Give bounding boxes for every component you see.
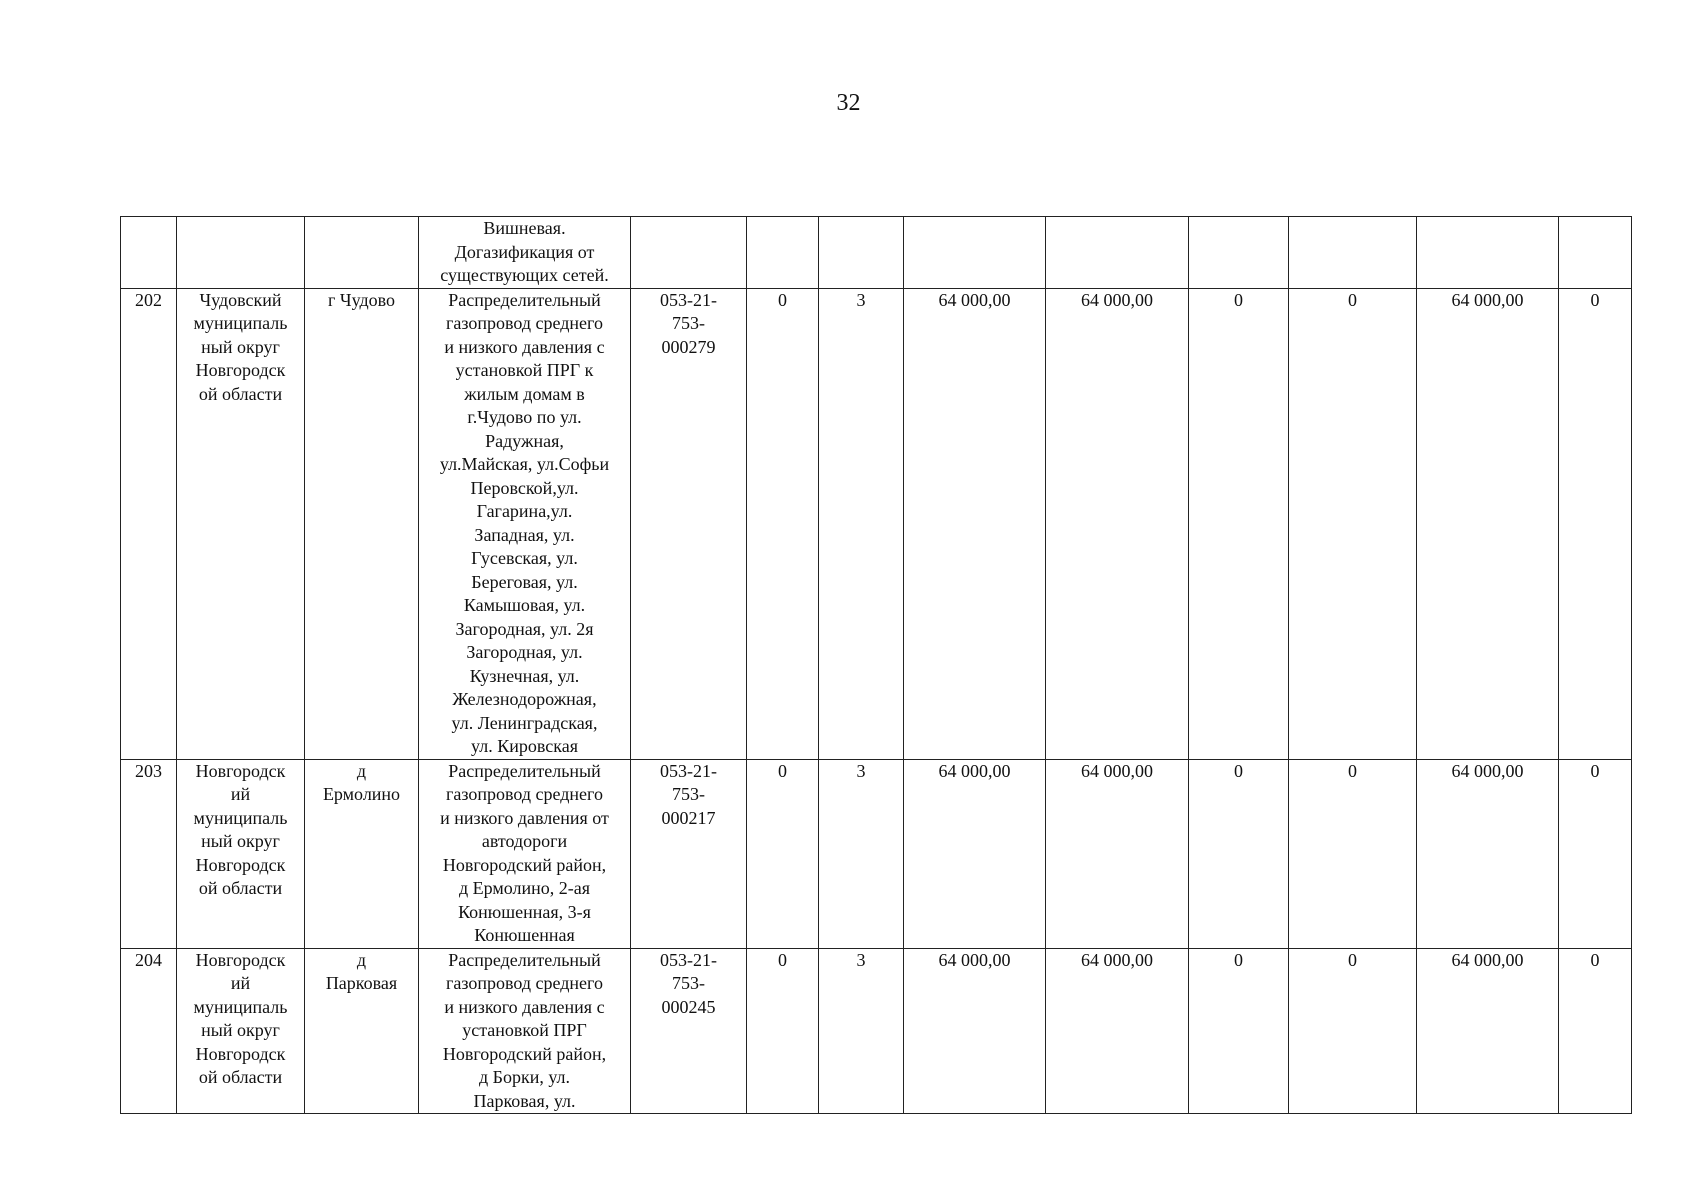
- cell-c4: 0: [1289, 759, 1417, 948]
- cell-amount3: 64 000,00: [1417, 948, 1559, 1114]
- cell-c1: 0: [747, 948, 819, 1114]
- cell-c5: [1559, 217, 1632, 289]
- cell-amount2: 64 000,00: [1046, 759, 1189, 948]
- cell-c4: 0: [1289, 948, 1417, 1114]
- cell-c4: [1289, 217, 1417, 289]
- cell-amount2: 64 000,00: [1046, 948, 1189, 1114]
- cell-amount1: 64 000,00: [904, 288, 1046, 759]
- cell-code: 053-21- 753- 000279: [631, 288, 747, 759]
- table-row: [121, 948, 1632, 1114]
- cell-num: 203: [121, 759, 177, 948]
- cell-district: Новгородск ий муниципаль ный округ Новгородск ой области: [177, 948, 305, 1114]
- cell-c1: [747, 217, 819, 289]
- cell-description: Распределительный газопровод среднего и низкого давления с установкой ПРГ Новгородский район, д Борки, ул. Парковая, ул.: [419, 948, 631, 1114]
- cell-num: 202: [121, 288, 177, 759]
- cell-c4: 0: [1289, 288, 1417, 759]
- cell-c1: 0: [747, 288, 819, 759]
- cell-amount3: [1417, 217, 1559, 289]
- cell-district: [177, 217, 305, 289]
- table-row: [121, 759, 1632, 948]
- cell-amount1: 64 000,00: [904, 948, 1046, 1114]
- cell-c3: 0: [1189, 288, 1289, 759]
- cell-c2: [819, 217, 904, 289]
- cell-c3: 0: [1189, 759, 1289, 948]
- cell-c2: 3: [819, 948, 904, 1114]
- cell-c5: 0: [1559, 759, 1632, 948]
- cell-district: Новгородск ий муниципаль ный округ Новгородск ой области: [177, 759, 305, 948]
- cell-c3: 0: [1189, 948, 1289, 1114]
- cell-num: 204: [121, 948, 177, 1114]
- cell-amount1: 64 000,00: [904, 759, 1046, 948]
- cell-amount2: [1046, 217, 1189, 289]
- cell-num: [121, 217, 177, 289]
- cell-c2: 3: [819, 759, 904, 948]
- cell-description: Распределительный газопровод среднего и низкого давления с установкой ПРГ к жилым домам в г.Чудово по ул. Радужная, ул.Майская, ул.Софьи Перовской,ул. Гагарина,ул. Западная, ул. Гусевская, ул. Береговая, ул. Камышовая, ул. Загородная, ул. 2я Загородная, ул. Кузнечная, ул. Железнодорожная, ул. Ленинградская, ул. Кировская: [419, 288, 631, 759]
- cell-settlement: д Парковая: [305, 948, 419, 1114]
- cell-amount1: [904, 217, 1046, 289]
- cell-c2: 3: [819, 288, 904, 759]
- page-number: 32: [836, 90, 861, 116]
- cell-c1: 0: [747, 759, 819, 948]
- table-row: [121, 288, 1632, 759]
- cell-settlement: [305, 217, 419, 289]
- cell-c5: 0: [1559, 288, 1632, 759]
- cell-amount3: 64 000,00: [1417, 759, 1559, 948]
- cell-description: Распределительный газопровод среднего и низкого давления от автодороги Новгородский район, д Ермолино, 2-ая Конюшенная, 3-я Конюшенная: [419, 759, 631, 948]
- cell-code: 053-21- 753- 000245: [631, 948, 747, 1114]
- cell-settlement: г Чудово: [305, 288, 419, 759]
- cell-c5: 0: [1559, 948, 1632, 1114]
- cell-amount3: 64 000,00: [1417, 288, 1559, 759]
- cell-description: Вишневая. Догазификация от существующих сетей.: [419, 217, 631, 289]
- cell-c3: [1189, 217, 1289, 289]
- cell-code: [631, 217, 747, 289]
- cell-district: Чудовский муниципаль ный округ Новгородск ой области: [177, 288, 305, 759]
- table-row-continuation: [121, 217, 1632, 289]
- gasification-table: [120, 216, 1632, 1114]
- cell-amount2: 64 000,00: [1046, 288, 1189, 759]
- cell-code: 053-21- 753- 000217: [631, 759, 747, 948]
- cell-settlement: д Ермолино: [305, 759, 419, 948]
